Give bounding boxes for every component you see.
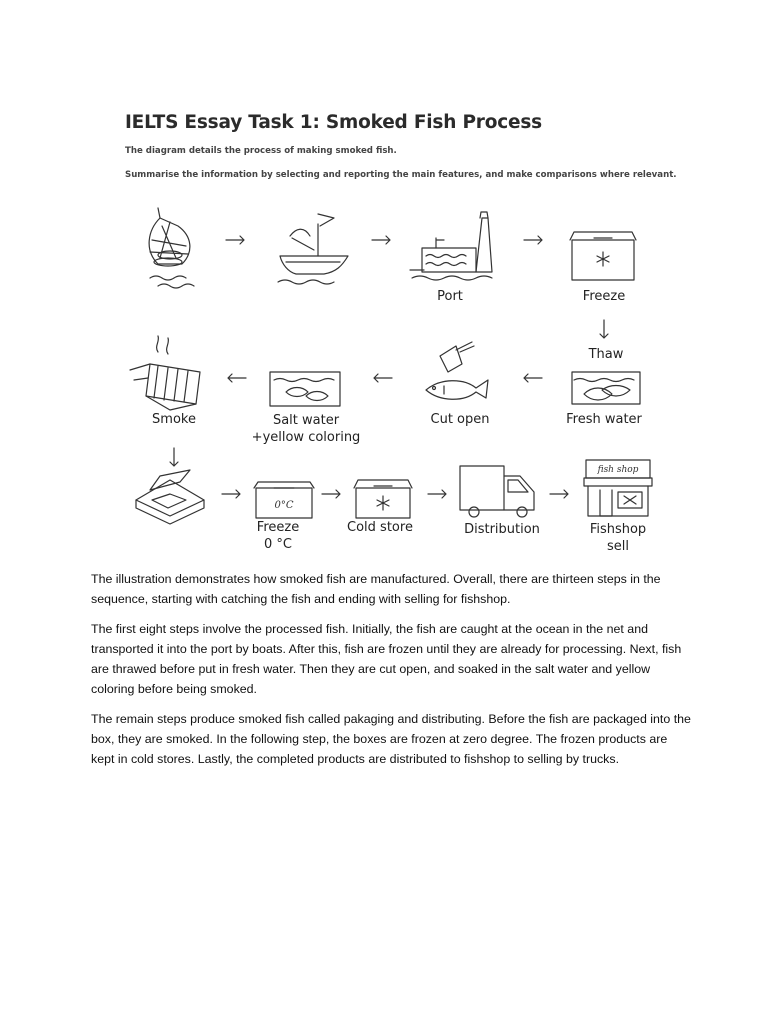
arrow-2 [372,236,390,244]
label-fresh-water: Fresh water [566,412,642,427]
essay-body-3 [91,709,691,769]
arrow-5 [524,374,542,382]
arrow-12 [550,490,568,498]
arrow-7 [228,374,246,382]
label-smoke: Smoke [152,412,196,427]
label-fishshop: Fishshop [589,522,647,537]
label-salt-water: Salt water [272,413,340,428]
label-sell: sell [607,539,629,554]
label-zero-degrees: 0 °C [264,537,292,552]
arrow-6 [374,374,392,382]
subtitle: The diagram details the process of making smoked fish. [125,146,397,156]
arrow-11 [428,490,446,498]
essay-paragraph-1: The illustration demonstrates how smoked fish are manufactured. Overall, there are thirteen steps in the sequence, starting with catching the fish and ending with selling for fishshop. [91,572,661,606]
essay-paragraph-3: The remain steps produce smoked fish called pakaging and distributing. Before the fish are packaged into the box, they are smoked. In the following step, the boxes are frozen at zero degree. The frozen products are kept in cold stores. Lastly, the completed products are distributed to fishshop to selling by trucks. [91,712,691,766]
essay-body-2 [91,619,691,699]
arrow-10 [322,490,340,498]
boat-icon [278,214,348,284]
fresh-water-tank-icon [572,372,640,404]
salt-water-tank-icon [270,372,340,406]
arrow-4-down [600,320,608,338]
packaging-box-icon [136,470,204,524]
essay-body [91,569,691,609]
fishing-net-icon [149,208,194,288]
arrow-3 [524,236,542,244]
box-temperature: 0°C [274,500,294,511]
label-cut-open: Cut open [430,412,490,427]
knife-fish-icon [426,342,488,399]
label-freeze-2: Freeze [256,520,300,535]
essay-paragraph-2: The first eight steps involve the processed fish. Initially, the fish are caught at the ocean in the net and transported it into the port by boats. After this, fish are frozen until they are already for processing. Next, fish are thrawed before put in fresh water. Then they are cut open, and soaked in the salt water and yellow coloring before being smoked. [91,622,682,696]
label-thaw: Thaw [588,347,624,362]
truck-icon [460,466,534,517]
instruction: Summarise the information by selecting and reporting the main features, and make comparisons where relevant. [125,170,677,180]
arrow-9 [222,490,240,498]
port-icon [410,212,492,280]
arrow-8-down [170,448,178,466]
label-port: Port [437,289,463,304]
label-cold-store: Cold store [347,520,413,535]
freezer-box-icon [570,232,636,280]
arrow-1 [226,236,244,244]
label-yellow-coloring: +yellow coloring [251,430,361,445]
label-freeze: Freeze [582,289,626,304]
smoke-rack-icon [130,336,200,410]
label-distribution: Distribution [464,522,540,537]
page-title: IELTS Essay Task 1: Smoked Fish Process [125,112,542,133]
cold-store-box-icon [354,480,412,518]
shop-sign: fish shop [597,465,639,475]
